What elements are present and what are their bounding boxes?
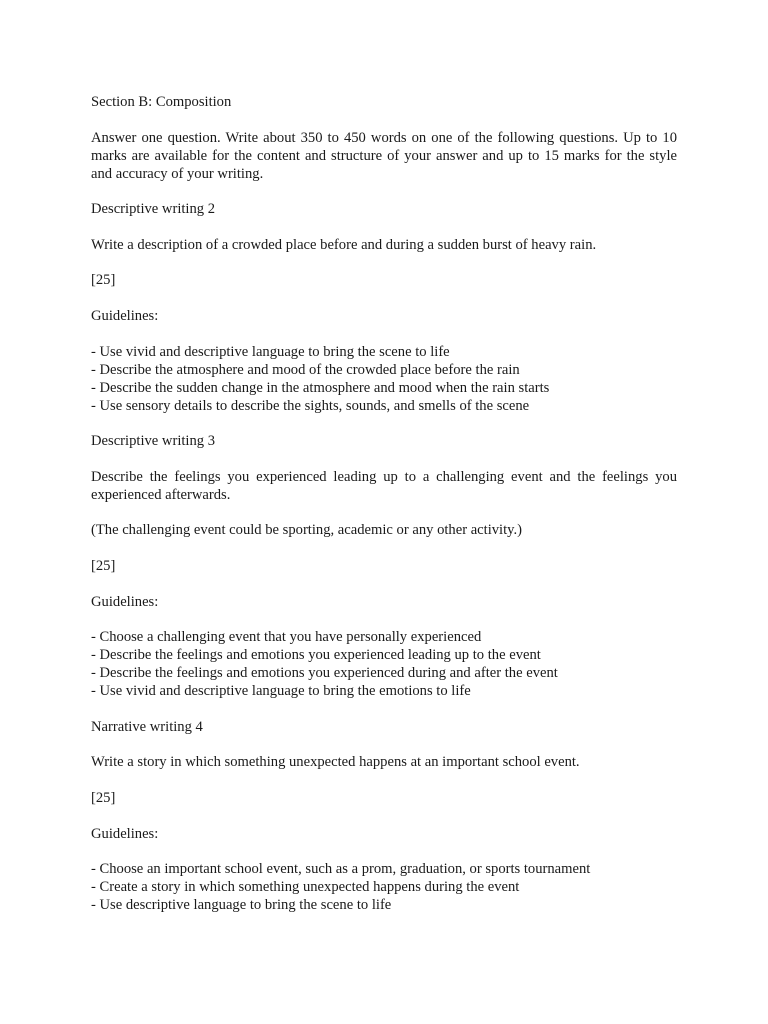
question-marks: [25] <box>91 789 116 806</box>
guidelines-label: Guidelines: <box>91 593 159 610</box>
guidelines-list <box>91 860 677 914</box>
section-title: Section B: Composition <box>91 94 232 110</box>
question-prompt: Write a story in which something unexpected happens at an important school event. <box>91 754 580 771</box>
guidelines-label: Guidelines: <box>91 307 159 324</box>
guidelines-list <box>91 343 677 415</box>
question-marks: [25] <box>91 557 116 574</box>
question-prompt: Describe the feelings you experienced leading up to a challenging event and the feelings you experienced afterwards. <box>91 468 677 503</box>
guideline-item: - Describe the sudden change in the atmosphere and mood when the rain starts <box>91 379 550 396</box>
question-marks: [25] <box>91 272 116 289</box>
instructions: Answer one question. Write about 350 to 450 words on one of the following questions. Up to 10 marks are available for the content and structure of your answer and up to 15 marks for the style and accuracy of your writing. <box>91 129 677 182</box>
document-page <box>91 93 677 932</box>
question-heading: Descriptive writing 3 <box>91 433 216 450</box>
question-heading: Descriptive writing 2 <box>91 201 216 218</box>
guideline-item: - Use sensory details to describe the sights, sounds, and smells of the scene <box>91 397 530 414</box>
question-heading: Narrative writing 4 <box>91 718 203 735</box>
guideline-item: - Describe the atmosphere and mood of the crowded place before the rain <box>91 361 520 378</box>
guideline-item: - Use vivid and descriptive language to bring the scene to life <box>91 343 450 360</box>
guideline-item: - Choose a challenging event that you have personally experienced <box>91 629 482 646</box>
question-prompt: Write a description of a crowded place before and during a sudden burst of heavy rain. <box>91 236 597 253</box>
guidelines-label: Guidelines: <box>91 825 159 842</box>
guideline-item: - Use descriptive language to bring the scene to life <box>91 897 392 914</box>
guideline-item: - Create a story in which something unexpected happens during the event <box>91 879 520 896</box>
guideline-item: - Use vivid and descriptive language to bring the emotions to life <box>91 683 471 700</box>
question-note: (The challenging event could be sporting, academic or any other activity.) <box>91 522 523 539</box>
guidelines-list <box>91 628 677 700</box>
guideline-item: - Describe the feelings and emotions you experienced during and after the event <box>91 665 558 682</box>
guideline-item: - Choose an important school event, such as a prom, graduation, or sports tournament <box>91 861 591 878</box>
guideline-item: - Describe the feelings and emotions you experienced leading up to the event <box>91 647 541 664</box>
